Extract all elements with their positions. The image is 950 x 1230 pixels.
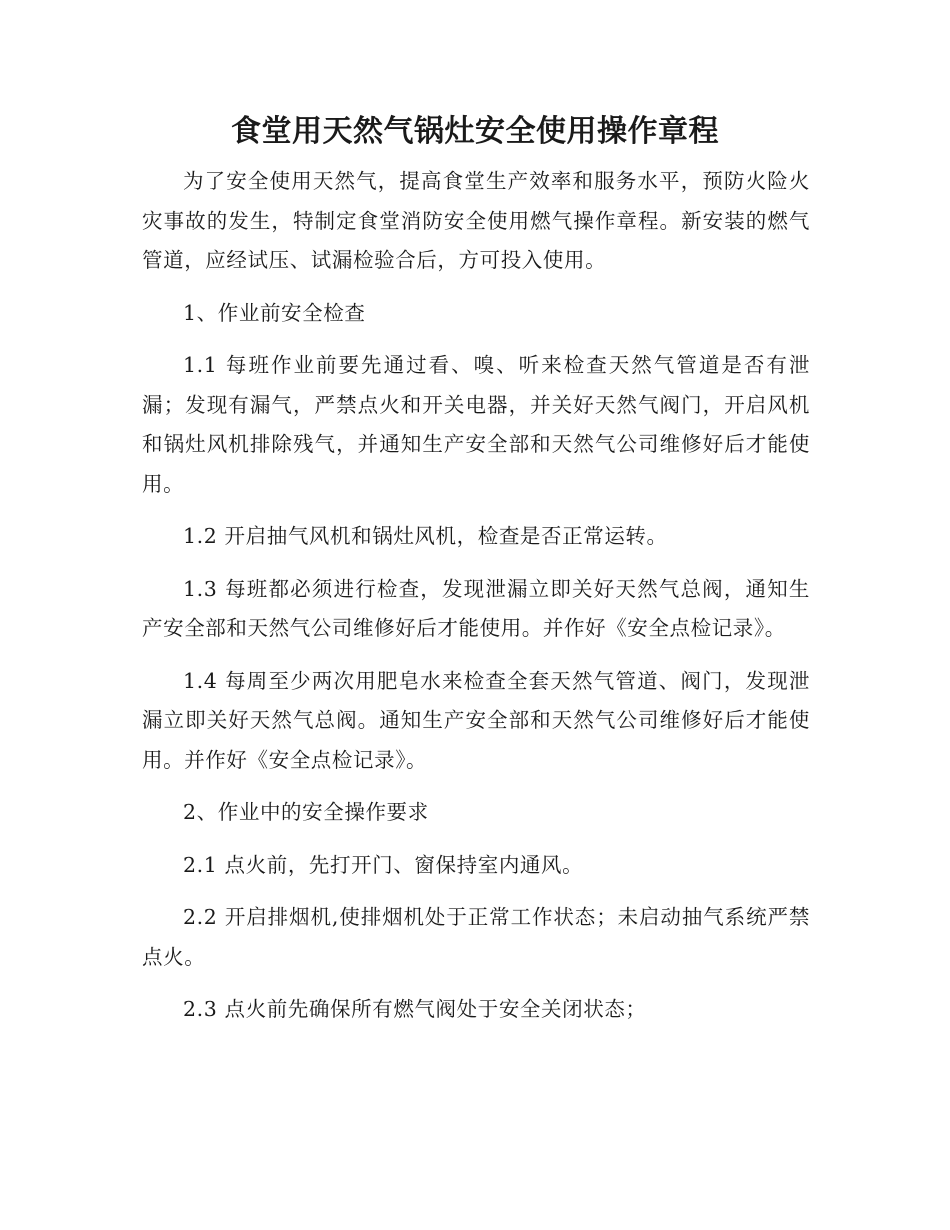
document-title: 食堂用天然气锅灶安全使用操作章程 <box>231 114 719 149</box>
paragraph-1-4: 1.4 每周至少两次用肥皂水来检查全套天然气管道、阀门，发现泄漏立即关好天然气总阀。通知生产安全部和天然气公司维修好后才能使用。并作好《安全点检记录》。 <box>142 668 810 772</box>
document-body <box>142 162 810 1043</box>
paragraph-2-2: 2.2 开启排烟机,使排烟机处于正常工作状态；未启动抽气系统严禁点火。 <box>142 905 810 969</box>
paragraph-2-3: 2.3 点火前先确保所有燃气阀处于安全关闭状态； <box>183 997 647 1021</box>
paragraph-intro: 为了安全使用天然气，提高食堂生产效率和服务水平，预防火险火灾事故的发生，特制定食堂消防安全使用燃气操作章程。新安装的燃气管道，应经试压、试漏检验合后，方可投入使用。 <box>142 169 810 272</box>
paragraph-1-3: 1.3 每班都必须进行检查，发现泄漏立即关好天然气总阀，通知生产安全部和天然气公司维修好后才能使用。并作好《安全点检记录》。 <box>142 576 810 640</box>
paragraph-1-2: 1.2 开启抽气风机和锅灶风机，检查是否正常运转。 <box>183 524 668 548</box>
section-heading-1: 1、作业前安全检查 <box>183 300 366 325</box>
section-heading-2: 2、作业中的安全操作要求 <box>183 800 429 824</box>
paragraph-2-1: 2.1 点火前，先打开门、窗保持室内通风。 <box>183 852 584 877</box>
paragraph-1-1: 1.1 每班作业前要先通过看、嗅、听来检查天然气管道是否有泄漏；发现有漏气，严禁点火和开关电器，并关好天然气阀门，开启风机和锅灶风机排除残气，并通知生产安全部和天然气公司维修好后才能使用。 <box>142 353 810 496</box>
